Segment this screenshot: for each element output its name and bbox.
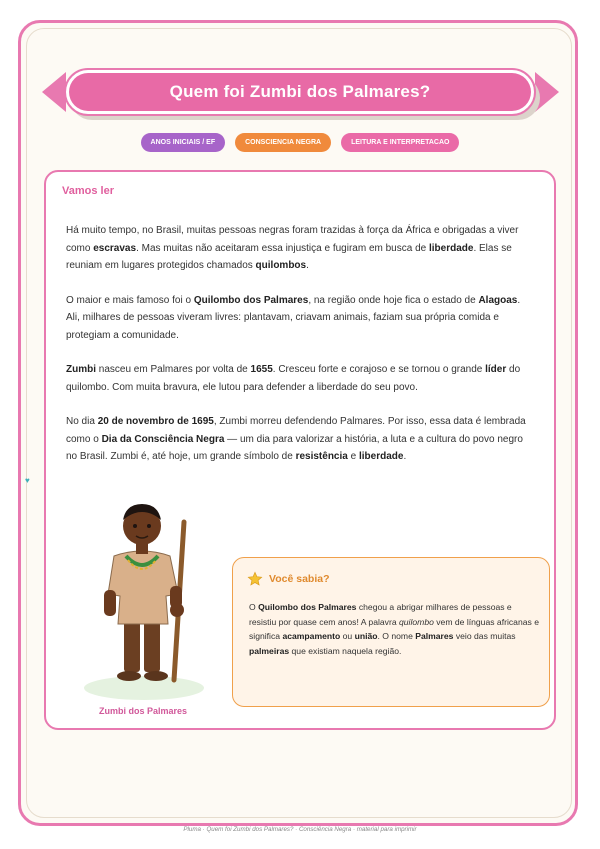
text-run: . [403, 451, 407, 462]
bold-term: 20 de novembro de 1695 [97, 416, 214, 427]
paragraph [66, 222, 536, 275]
bold-term: escravas [93, 242, 137, 254]
reading-card [44, 170, 556, 730]
bold-term: Palmares [415, 631, 454, 641]
reading-title: Vamos ler [62, 185, 114, 197]
text-run: ou [340, 631, 355, 641]
zumbi-illustration [66, 490, 226, 720]
text-run: veio das muitas [453, 631, 516, 641]
tag-grade: ANOS INICIAIS / EF [141, 133, 226, 152]
text-run: e [347, 451, 359, 462]
text-run: . [306, 260, 309, 271]
bold-term: resistência [295, 451, 348, 462]
page-title: Quem foi Zumbi dos Palmares? [169, 82, 431, 101]
bold-term: Alagoas [478, 294, 518, 306]
title-banner [64, 68, 536, 116]
bold-term: união [354, 631, 378, 641]
tag-row [0, 133, 600, 152]
text-run: . Ali, milhares de pessoas viveram livres: plantavam, criavam animais, faziam sua própria comida e protegiam a comunidade. [66, 294, 521, 341]
bold-term: Zumbi [66, 364, 96, 375]
bold-term: Quilombo dos Palmares [258, 602, 357, 612]
paragraph [66, 361, 536, 396]
reading-text [66, 222, 536, 483]
bold-term: Dia da Consciência Negra [101, 433, 225, 445]
did-you-know-title: Você sabia? [269, 573, 330, 585]
bold-term: quilombos [255, 260, 307, 271]
text-run: . Cresceu forte e corajoso e se tornou o grande [272, 364, 486, 375]
text-run: do quilombo. Com muita bravura, ele lutou para defender a liberdade do seu povo. [66, 364, 521, 393]
italic-term: quilombo [399, 616, 434, 627]
text-run: Há muito tempo, no Brasil, muitas pessoas negras foram trazidas à força da África e obrigadas a viver como [66, 225, 519, 254]
heart-icon: ♥ [25, 476, 30, 485]
bold-term: 1655 [250, 364, 273, 375]
did-you-know-text [249, 600, 539, 658]
text-run: chegou a abrigar milhares de pessoas e resistiu por quase cem anos! A palavra [249, 602, 512, 627]
text-run: nasceu em Palmares por volta de [96, 364, 251, 375]
title-banner-fill [69, 73, 531, 111]
illustration-caption: Zumbi dos Palmares [98, 706, 188, 716]
tag-theme: CONSCIENCIA NEGRA [235, 133, 331, 152]
text-run: que existiam naquela região. [289, 645, 402, 656]
did-you-know-box [232, 557, 550, 707]
text-run: No dia [66, 416, 98, 427]
tag-skill: LEITURA E INTERPRETACAO [341, 133, 459, 152]
bold-term: Quilombo dos Palmares [193, 294, 309, 306]
text-run: O [249, 602, 259, 612]
paragraph [66, 292, 536, 345]
text-run: vem de línguas africanas e significa [249, 616, 539, 641]
text-run: . Elas se reuniam em lugares protegidos chamados [66, 242, 512, 271]
page-footer: Pluma · Quem foi Zumbi dos Palmares? · Consciência Negra · material para imprimir [183, 826, 417, 833]
text-run: , Zumbi morreu defendendo Palmares. Por isso, essa data é lembrada como o [66, 416, 526, 445]
bold-term: liberdade [358, 451, 404, 462]
bold-term: liberdade [428, 242, 474, 254]
zumbi-figure-icon [66, 490, 226, 710]
bold-term: líder [485, 364, 507, 375]
text-run: — um dia para valorizar a história, a luta e a cultura do povo negro no Brasil. Zumbi é, até hoje, um grande símbolo de [66, 433, 523, 462]
bold-term: acampamento [282, 631, 341, 641]
text-run: . O nome [377, 631, 416, 641]
star-icon [247, 571, 263, 587]
did-you-know-header [247, 571, 330, 587]
banner-left-arrow [42, 72, 66, 112]
bold-term: palmeiras [249, 645, 290, 656]
text-run: , na região onde hoje fica o estado de [308, 294, 479, 306]
paragraph [66, 413, 536, 466]
text-run: . Mas muitas não aceitaram essa injustiça e fugiram em busca de [136, 242, 429, 254]
text-run: O maior e mais famoso foi o [66, 294, 194, 306]
